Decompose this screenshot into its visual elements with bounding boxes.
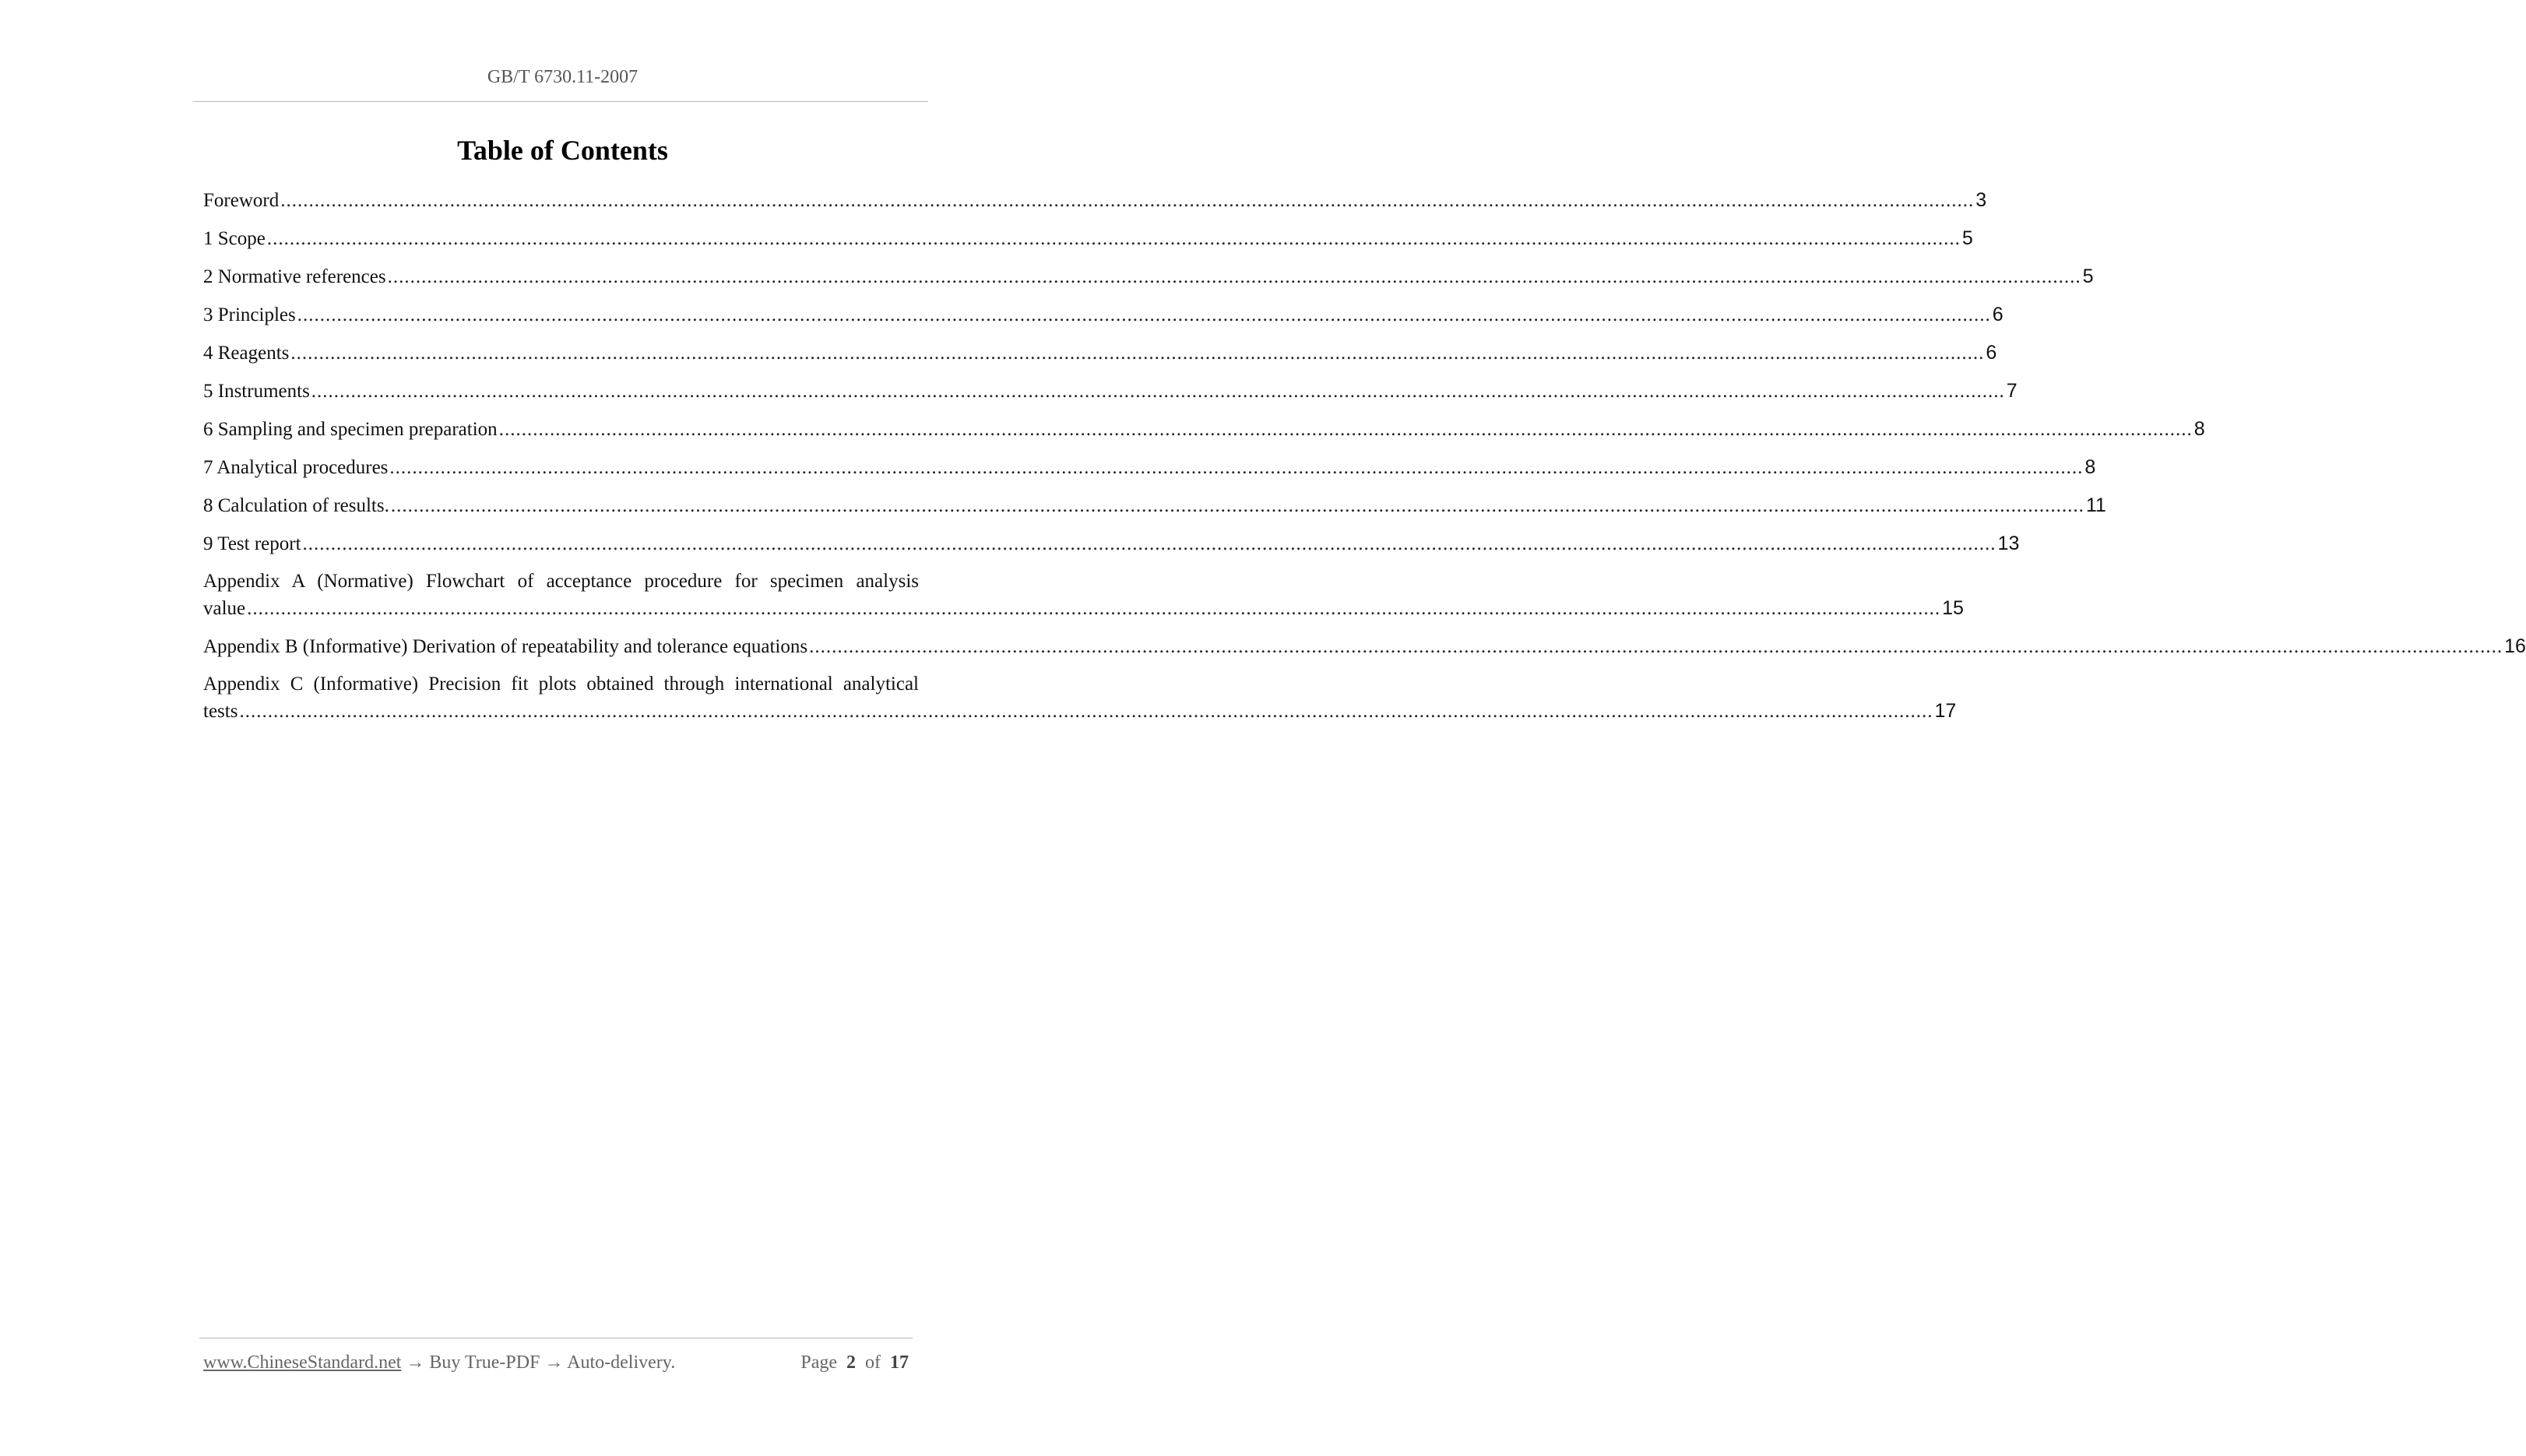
toc-entry-page: 17 <box>1934 700 1957 722</box>
toc-entry-appendix-c[interactable] <box>203 671 1957 725</box>
toc-entry-page: 8 <box>2194 418 2205 440</box>
toc-entry-page: 13 <box>1997 533 2020 554</box>
toc-entry-page: 5 <box>1961 227 1973 249</box>
dot-leader: ............................................................................................................................................................................................................................................................................................................ <box>498 419 2193 440</box>
dot-leader: ............................................................................................................................................................................................................................................................................................................ <box>809 636 2503 657</box>
dot-leader: ............................................................................................................................................................................................................................................................................................................ <box>387 266 2081 287</box>
site-link[interactable]: www.ChineseStandard.net <box>203 1352 402 1373</box>
toc-entry-label: Foreword <box>203 190 280 211</box>
of-word: of <box>865 1352 881 1373</box>
dot-leader: ............................................................................................................................................................................................................................................................................................................ <box>247 598 1941 619</box>
toc-entry-page: 7 <box>2006 380 2018 402</box>
dot-leader: ............................................................................................................................................................................................................................................................................................................ <box>302 533 1997 554</box>
page-indicator <box>800 1352 909 1373</box>
table-of-contents <box>203 187 2526 736</box>
toc-entry-page: 11 <box>2085 494 2106 516</box>
arrow-icon: → <box>544 1352 564 1373</box>
total-pages: 17 <box>890 1352 909 1373</box>
footer-promo <box>203 1352 675 1373</box>
toc-entry-page: 16 <box>2504 635 2526 657</box>
header-divider <box>193 101 928 102</box>
toc-entry-label: 9 Test report <box>203 533 301 554</box>
dot-leader: ............................................................................................................................................................................................................................................................................................................ <box>266 228 1961 249</box>
toc-entry-analytical-procedures[interactable] <box>203 454 2096 481</box>
toc-entry-sampling[interactable] <box>203 416 2205 443</box>
toc-entry-label: Appendix B (Informative) Derivation of repeatability and tolerance equations <box>203 636 808 657</box>
toc-entry-principles[interactable] <box>203 301 2004 329</box>
toc-entry-label-line1: Appendix A (Normative) Flowchart of acceptance procedure for specimen analysis <box>203 571 919 592</box>
toc-entry-label: 5 Instruments <box>203 381 310 402</box>
toc-entry-label: value <box>203 598 246 619</box>
dot-leader: ............................................................................................................................................................................................................................................................................................................ <box>311 381 2005 402</box>
toc-entry-label: 8 Calculation of results. <box>203 495 389 516</box>
toc-entry-page: 15 <box>1942 597 1964 619</box>
page-title: Table of Contents <box>457 135 668 166</box>
toc-entry-page: 8 <box>2084 456 2096 478</box>
toc-entry-scope[interactable] <box>203 225 1973 252</box>
toc-entry-page: 6 <box>1992 304 2004 325</box>
dot-leader: ............................................................................................................................................................................................................................................................................................................ <box>280 190 1975 211</box>
dot-leader: ............................................................................................................................................................................................................................................................................................................ <box>390 495 2084 516</box>
delivery-text: Auto-delivery. <box>567 1352 676 1373</box>
page-word: Page <box>800 1352 837 1373</box>
toc-entry-label: 7 Analytical procedures <box>203 457 389 478</box>
dot-leader: ............................................................................................................................................................................................................................................................................................................ <box>239 701 1933 722</box>
dot-leader: ............................................................................................................................................................................................................................................................................................................ <box>290 343 1985 364</box>
toc-entry-label: 2 Normative references <box>203 266 386 287</box>
toc-entry-label: 6 Sampling and specimen preparation <box>203 419 498 440</box>
current-page: 2 <box>846 1352 856 1373</box>
toc-entry-appendix-b[interactable] <box>203 633 2526 660</box>
toc-entry-reagents[interactable] <box>203 339 1997 367</box>
toc-entry-appendix-a[interactable] <box>203 568 1964 622</box>
toc-entry-calculation-of-results[interactable] <box>203 492 2106 519</box>
toc-entry-foreword[interactable] <box>203 187 1987 214</box>
toc-entry-test-report[interactable] <box>203 530 2020 557</box>
toc-entry-label: tests <box>203 701 238 722</box>
arrow-icon: → <box>406 1352 425 1373</box>
toc-entry-label-line1: Appendix C (Informative) Precision fit plots obtained through international analytical <box>203 673 919 695</box>
toc-entry-page: 3 <box>1975 189 1987 211</box>
toc-entry-instruments[interactable] <box>203 378 2018 405</box>
dot-leader: ............................................................................................................................................................................................................................................................................................................ <box>297 304 1991 325</box>
document-code-header: GB/T 6730.11-2007 <box>487 67 639 87</box>
toc-entry-label: 1 Scope <box>203 228 266 249</box>
toc-entry-page: 6 <box>1986 342 1997 364</box>
buy-text: Buy True-PDF <box>429 1352 540 1373</box>
dot-leader: ............................................................................................................................................................................................................................................................................................................ <box>389 457 2084 478</box>
toc-entry-label: 4 Reagents <box>203 343 290 364</box>
toc-entry-normative-references[interactable] <box>203 263 2094 290</box>
toc-entry-label: 3 Principles <box>203 304 296 325</box>
toc-entry-page: 5 <box>2082 266 2094 287</box>
